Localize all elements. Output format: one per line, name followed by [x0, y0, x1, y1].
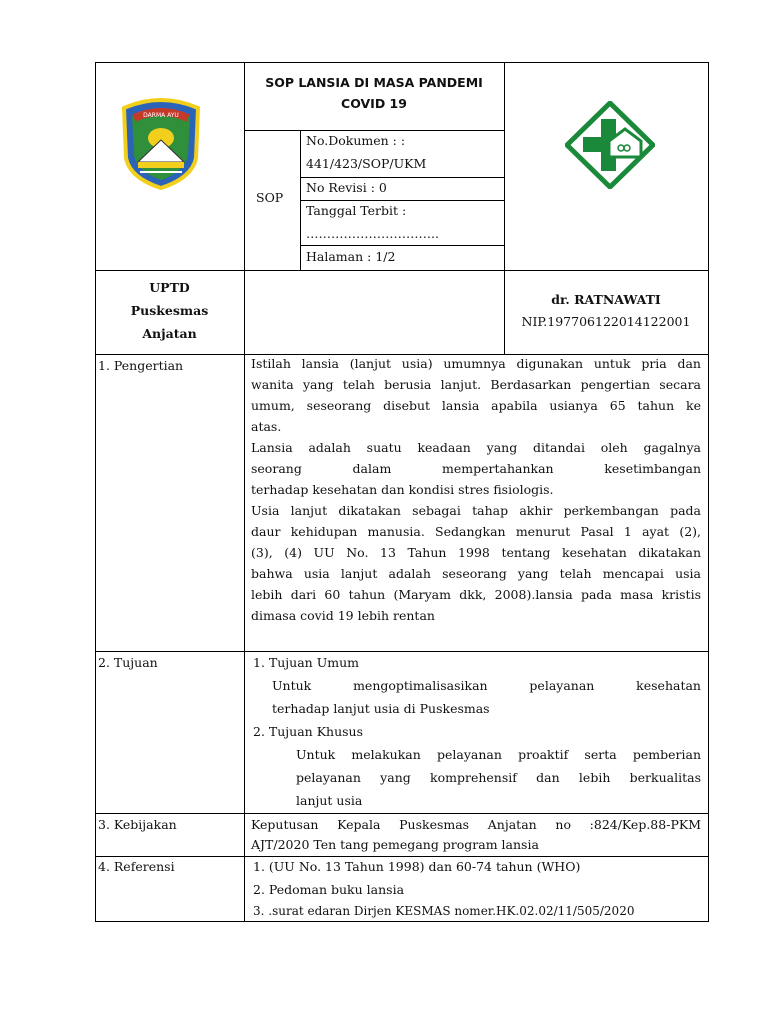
pengertian-line: lebih dari 60 tahun (Maryam dkk, 2008).lansia pada masa kristis — [251, 587, 701, 602]
pengertian-line: atas. — [251, 419, 282, 434]
section-pengertian-label: 1. Pengertian — [98, 358, 184, 373]
kebijakan-line2: AJT/2020 Ten tang pemegang program lansia — [251, 837, 539, 852]
issue-date-label: Tanggal Terbit : — [306, 203, 407, 218]
pengertian-line: Usia lanjut dikatakan sebagai tahap akhir perkembangan pada — [251, 503, 701, 518]
pengertian-line: daur kehidupan manusia. Sedangkan menurut Pasal 1 ayat (2), — [251, 524, 701, 539]
sop-label: SOP — [256, 190, 284, 205]
tujuan-umum-line1: Untuk mengoptimalisasikan pelayanan kesehatan — [272, 678, 701, 693]
head-nip: NIP.197706122014122001 — [521, 314, 691, 329]
pengertian-line: umum, seseorang disebut lansia apabila usianya 65 tahun ke — [251, 398, 701, 413]
head-name: dr. RATNAWATI — [551, 292, 661, 307]
org-name-line1: UPTD — [149, 280, 190, 295]
tujuan-umum-heading: 1. Tujuan Umum — [253, 655, 359, 670]
pengertian-line: dimasa covid 19 lebih rentan — [251, 608, 435, 623]
pengertian-line: Lansia adalah suatu keadaan yang ditandai oleh gagalnya — [251, 440, 701, 455]
pengertian-line: (3), (4) UU No. 13 Tahun 1998 tentang kesehatan dikatakan — [251, 545, 701, 560]
regency-crest-logo — [118, 98, 204, 190]
pengertian-line: bahwa usia lanjut adalah seseorang yang telah mencapai usia — [251, 566, 701, 581]
kebijakan-line1: Keputusan Kepala Puskesmas Anjatan no :824/Kep.88-PKM — [251, 817, 701, 832]
org-name-line3: Anjatan — [142, 326, 197, 341]
section-tujuan-label: 2. Tujuan — [98, 655, 158, 670]
puskesmas-logo — [565, 101, 655, 189]
tujuan-umum-line2: terhadap lanjut usia di Puskesmas — [272, 701, 490, 716]
pengertian-line: seorang dalam mempertahankan kesetimbangan — [251, 461, 701, 476]
document-title-line2: COVID 19 — [341, 96, 407, 111]
pengertian-line: terhadap kesehatan dan kondisi stres fisiologis. — [251, 482, 554, 497]
tujuan-khusus-heading: 2. Tujuan Khusus — [253, 724, 364, 739]
document-title-line1: SOP LANSIA DI MASA PANDEMI — [265, 75, 483, 90]
section-referensi-label: 4. Referensi — [98, 859, 175, 874]
tujuan-khusus-line1: Untuk melakukan pelayanan proaktif serta pemberian — [296, 747, 701, 762]
org-name-line2: Puskesmas — [130, 303, 209, 318]
referensi-item: 1. (UU No. 13 Tahun 1998) dan 60-74 tahun (WHO) — [253, 859, 581, 874]
issue-date-value: ………………………….. — [306, 226, 439, 241]
document-number-value: 441/423/SOP/UKM — [306, 156, 427, 171]
page-number: Halaman : 1/2 — [306, 249, 396, 264]
pengertian-line: wanita yang telah berusia lanjut. Berdasarkan pengertian secara — [251, 377, 701, 392]
referensi-item: 2. Pedoman buku lansia — [253, 882, 405, 897]
pengertian-line: Istilah lansia (lanjut usia) umumnya digunakan untuk pria dan — [251, 356, 701, 371]
svg-text:DARMA AYU: DARMA AYU — [143, 112, 179, 119]
document-number-label: No.Dokumen : : — [306, 133, 406, 148]
tujuan-khusus-line3: lanjut usia — [296, 793, 363, 808]
pengertian-text — [251, 353, 701, 626]
tujuan-khusus-line2: pelayanan yang komprehensif dan lebih berkualitas — [296, 770, 701, 785]
section-kebijakan-label: 3. Kebijakan — [98, 817, 177, 832]
referensi-item: 3. .surat edaran Dirjen KESMAS nomer.HK.02.02/11/505/2020 — [253, 904, 635, 918]
revision-number: No Revisi : 0 — [306, 180, 387, 195]
